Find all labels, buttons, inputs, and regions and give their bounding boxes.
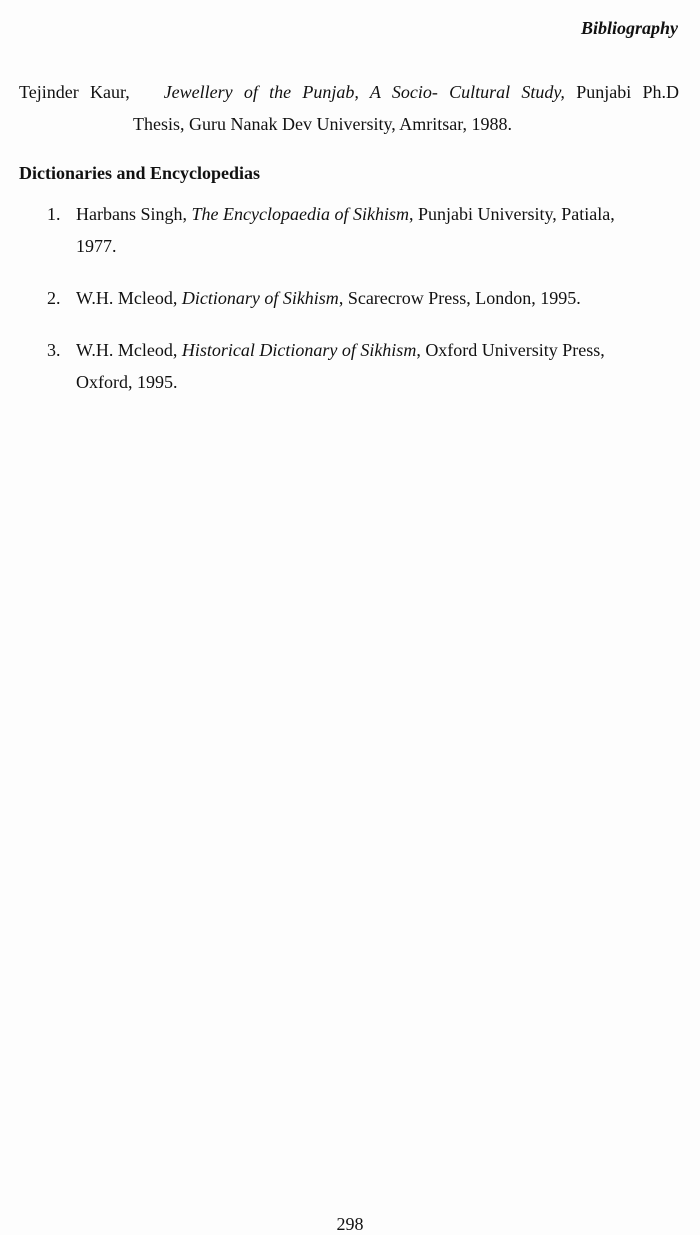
item-number: 2. xyxy=(47,288,61,308)
item-publisher: , Punjabi University, Patiala, xyxy=(408,204,615,224)
list-item xyxy=(19,334,679,398)
item-publisher: , Scarecrow Press, London, 1995. xyxy=(338,288,581,308)
bibliography-entry-line1 xyxy=(19,76,679,108)
item-title: Dictionary of Sikhism xyxy=(181,288,339,308)
item-continuation: Oxford, 1995. xyxy=(76,372,178,392)
entry-author: Tejinder Kaur, xyxy=(19,82,130,102)
item-author: Harbans Singh, xyxy=(76,204,192,224)
list-item xyxy=(19,198,679,262)
list-item xyxy=(19,282,679,314)
item-author: W.H. Mcleod, xyxy=(76,288,182,308)
running-head: Bibliography xyxy=(580,18,678,38)
item-number: 1. xyxy=(47,204,61,224)
item-title: The Encyclopaedia of Sikhism xyxy=(191,204,409,224)
reference-list xyxy=(19,198,679,398)
page-number: 298 xyxy=(336,1214,364,1234)
entry-title: Jewellery of the Punjab, A Socio- Cultural Study, xyxy=(163,82,565,102)
section-heading: Dictionaries and Encyclopedias xyxy=(19,163,261,183)
item-author: W.H. Mcleod, xyxy=(76,340,182,360)
item-continuation: 1977. xyxy=(76,236,117,256)
bibliography-entry-line2: Thesis, Guru Nanak Dev University, Amritsar, 1988. xyxy=(133,114,513,134)
item-title: Historical Dictionary of Sikhism xyxy=(181,340,417,360)
entry-detail: Punjabi Ph.D xyxy=(576,82,679,102)
item-number: 3. xyxy=(47,340,61,360)
item-publisher: , Oxford University Press, xyxy=(416,340,605,360)
